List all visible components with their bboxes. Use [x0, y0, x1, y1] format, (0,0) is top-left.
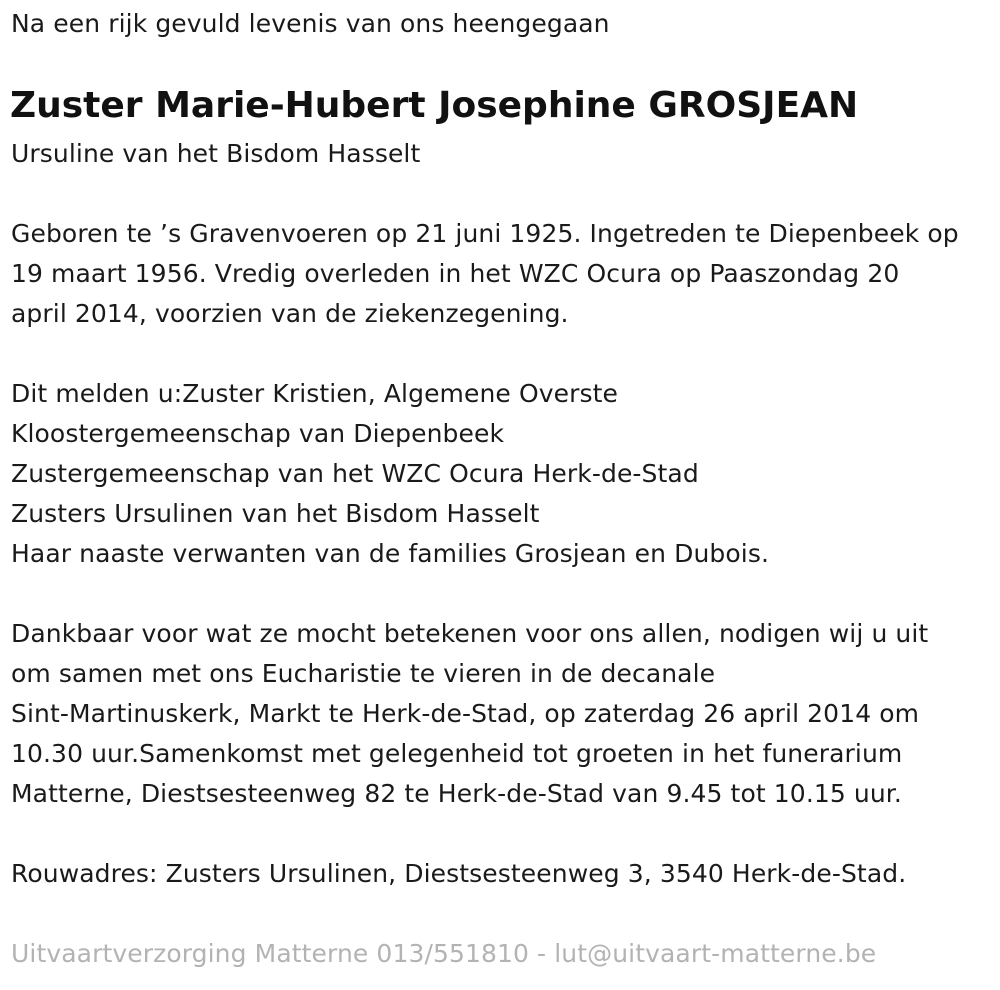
deceased-name: Zuster Marie-Hubert Josephine GROSJEAN — [10, 85, 859, 126]
announcer-line: Zustergemeenschap van het WZC Ocura Herk-de-Stad — [11, 459, 699, 488]
bio-line: Geboren te ’s Gravenvoeren op 21 juni 1925. Ingetreden te Diepenbeek op — [11, 219, 959, 248]
announcer-line: Zusters Ursulinen van het Bisdom Hasselt — [11, 499, 540, 528]
bio-line: 19 maart 1956. Vredig overleden in het WZC Ocura op Paaszondag 20 — [11, 259, 900, 288]
ceremony-line: Sint-Martinuskerk, Markt te Herk-de-Stad, op zaterdag 26 april 2014 om — [11, 699, 920, 728]
announcer-line: Haar naaste verwanten van de families Grosjean en Dubois. — [11, 539, 770, 568]
funeral-home-footer: Uitvaartverzorging Matterne 013/551810 - lut@uitvaart-matterne.be — [11, 939, 877, 968]
bio-line: april 2014, voorzien van de ziekenzegening. — [11, 299, 569, 328]
ceremony-line: Matterne, Diestsesteenweg 82 te Herk-de-Stad van 9.45 tot 10.15 uur. — [11, 779, 902, 808]
announcer-line: Dit melden u:Zuster Kristien, Algemene Overste — [11, 379, 618, 408]
ceremony-line: om samen met ons Eucharistie te vieren in de decanale — [11, 659, 716, 688]
announcer-line: Kloostergemeenschap van Diepenbeek — [11, 419, 505, 448]
intro-text: Na een rijk gevuld levenis van ons heengegaan — [11, 9, 610, 38]
subtitle-text: Ursuline van het Bisdom Hasselt — [11, 139, 421, 168]
ceremony-line: Dankbaar voor wat ze mocht betekenen voor ons allen, nodigen wij u uit — [11, 619, 929, 648]
mourning-address: Rouwadres: Zusters Ursulinen, Diestsesteenweg 3, 3540 Herk-de-Stad. — [11, 859, 907, 888]
ceremony-line: 10.30 uur.Samenkomst met gelegenheid tot groeten in het funerarium — [11, 739, 903, 768]
